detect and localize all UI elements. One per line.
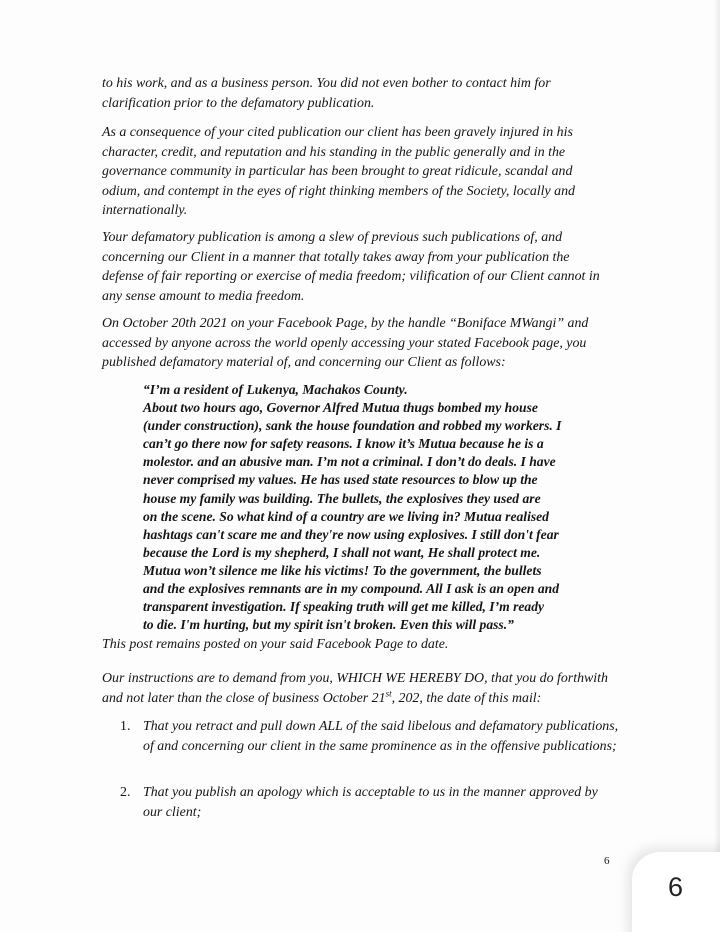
quote-line: hashtags can't scare me and they're now using explosives. I still don't fear: [143, 526, 559, 542]
quote-line: can’t go there now for safety reasons. I know it’s Mutua because he is a: [143, 436, 544, 452]
paragraph-post-remains: This post remains posted on your said Facebook Page to date.: [102, 637, 449, 652]
page-indicator-badge[interactable]: [632, 852, 720, 932]
page-edge-shadow: [714, 0, 720, 932]
quote-line: transparent investigation. If speaking truth will get me killed, I’m ready: [143, 599, 545, 615]
demand-item: [120, 717, 620, 756]
page-number: 6: [604, 855, 610, 867]
paragraph-continuation: to his work, and as a business person. You did not even bother to contact him for clarification prior to the defamatory publication.: [102, 76, 551, 111]
quote-line: (under construction), sank the house foundation and robbed my workers. I: [143, 418, 562, 434]
quote-line: and the explosives remnants are in my compound. All I ask is an open and: [143, 581, 560, 597]
quote-line: molestor. and an abusive man. I’m not a criminal. I don’t do deals. I have: [143, 454, 556, 470]
quote-line: on the scene. So what kind of a country are we living in? Mutua realised: [143, 508, 549, 524]
demand-item: [120, 783, 620, 822]
demand-text: That you publish an apology which is acceptable to us in the manner approved by our client;: [143, 785, 598, 820]
demand-text: That you retract and pull down ALL of the said libelous and defamatory publications, of and concerning our client in the same prominence as in the offensive publications;: [143, 719, 619, 754]
quote-line: house my family was building. The bullets, the explosives they used are: [143, 490, 541, 506]
quote-line: About two hours ago, Governor Alfred Mutua thugs bombed my house: [143, 400, 538, 416]
instructions-text: Our instructions are to demand from you, WHICH WE HEREBY DO, that you do forthwith and not later than the close of business October 21: [102, 671, 608, 706]
demand-number: 1.: [120, 719, 131, 734]
paragraph-slew-of-publications: Your defamatory publication is among a slew of previous such publications of, and concerning our Client in a manner that totally takes away from your publication the defense of fair reporting or exercise of media freedom; vilification of our Client cannot in any sense amount to media freedom.: [102, 230, 600, 304]
page-indicator-number: 6: [668, 872, 684, 902]
demand-number: 2.: [120, 785, 131, 800]
quote-line: “I’m a resident of Lukenya, Machakos County.: [143, 382, 408, 397]
quote-line: to die. I'm hurting, but my spirit isn't broken. Even this will pass.”: [143, 617, 514, 633]
quote-line: never comprised my values. He has used state resources to blow up the: [143, 472, 538, 488]
date-ordinal-suffix: st: [385, 687, 392, 698]
quoted-facebook-post: [143, 381, 621, 634]
paragraph-instructions: [102, 669, 612, 708]
instructions-text-end: , 202, the date of this mail:: [391, 690, 542, 706]
paragraph-consequence: As a consequence of your cited publication our client has been gravely injured in his character, credit, and reputation and his standing in the public generally and in the governance community in particular has been brought to great ridicule, scandal and odium, and contempt in the eyes of right thinking members of the Society, locally and internationally.: [102, 125, 575, 219]
paragraph-facebook-post-intro: On October 20th 2021 on your Facebook Page, by the handle “Boniface MWangi” and accessed by anyone across the world openly accessing your stated Facebook page, you published defamatory material of, and concerning our Client as follows:: [102, 316, 589, 371]
quote-line: Mutua won’t silence me like his victims! To the government, the bullets: [143, 562, 542, 578]
quote-line: because the Lord is my shepherd, I shall not want, He shall protect me.: [143, 544, 541, 560]
